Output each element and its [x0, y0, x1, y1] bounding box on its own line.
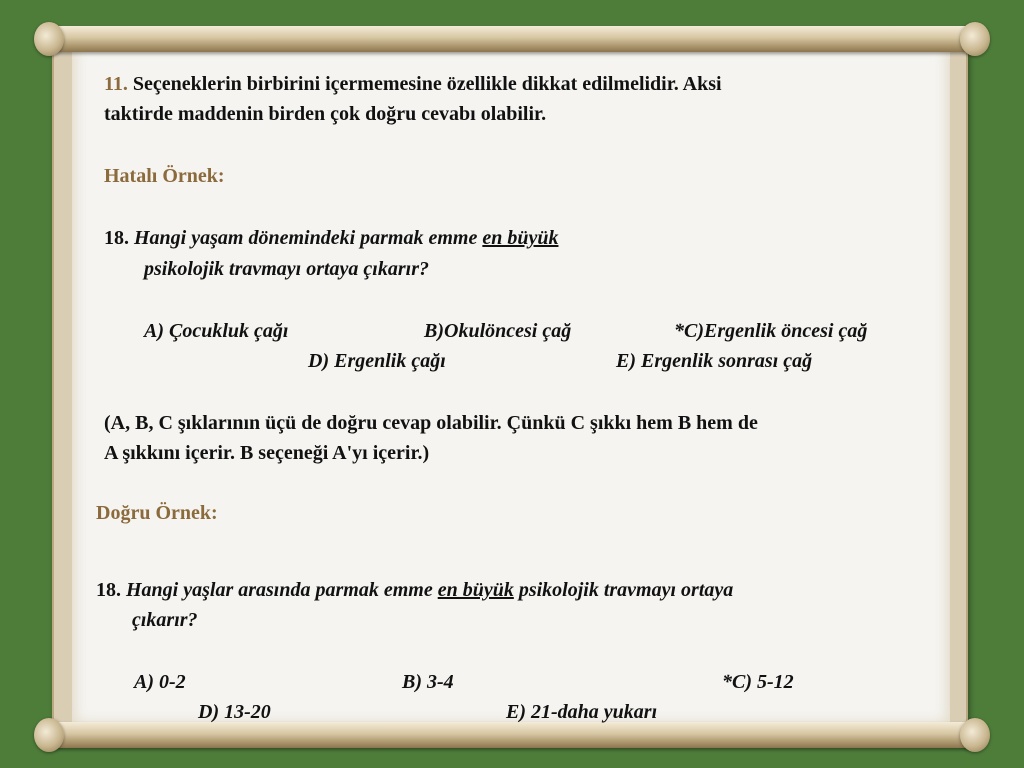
right-question-line-2: çıkarır? [132, 609, 198, 631]
right-question-line-1 [96, 579, 733, 601]
wrong-option-a: A) Çocukluk çağı [144, 320, 289, 342]
right-option-b: B) 3-4 [402, 671, 454, 693]
rod-end-right [960, 718, 990, 752]
wrong-example-heading: Hatalı Örnek: [104, 165, 225, 187]
rod-end-right [960, 22, 990, 56]
right-question-number: 18. [96, 579, 121, 601]
wrong-option-d: D) Ergenlik çağı [308, 350, 446, 372]
right-question-emphasis: en büyük [437, 579, 514, 601]
rule-number: 11. [104, 73, 128, 95]
rod-end-left [34, 22, 64, 56]
right-option-d: D) 13-20 [198, 701, 271, 723]
rod-end-left [34, 718, 64, 752]
right-question-text-2: psikolojik travmayı ortaya [513, 579, 734, 601]
right-question-text-1: Hangi yaşlar arasında parmak emme [121, 579, 438, 601]
right-example-heading: Doğru Örnek: [96, 502, 218, 524]
wrong-question-number: 18. [104, 227, 129, 249]
rule-line-1 [104, 73, 722, 95]
explanation-line-2: A şıkkını içerir. B seçeneği A'yı içerir.) [104, 442, 430, 464]
wrong-question-emphasis: en büyük [482, 227, 559, 249]
scroll-rod-bottom [40, 722, 984, 748]
right-option-a: A) 0-2 [134, 671, 186, 693]
right-option-e: E) 21-daha yukarı [506, 701, 658, 723]
wrong-option-b: B)Okulöncesi çağ [424, 320, 572, 342]
rule-text-1: Seçeneklerin birbirini içermemesine özellikle dikkat edilmelidir. Aksi [127, 73, 722, 95]
rule-line-2: taktirde maddenin birden çok doğru cevabı olabilir. [104, 103, 547, 125]
paper-sheet [72, 44, 950, 726]
wrong-option-c: *C)Ergenlik öncesi çağ [674, 320, 868, 342]
wrong-question-line-2: psikolojik travmayı ortaya çıkarır? [144, 258, 429, 280]
wrong-question-text: Hangi yaşam dönemindeki parmak emme [129, 227, 483, 249]
wrong-option-e: E) Ergenlik sonrası çağ [616, 350, 813, 372]
wrong-question-line-1 [104, 227, 558, 249]
scroll-rod-top [40, 26, 984, 52]
right-option-c: *C) 5-12 [722, 671, 794, 693]
explanation-line-1: (A, B, C şıklarının üçü de doğru cevap olabilir. Çünkü C şıkkı hem B hem de [104, 412, 758, 434]
